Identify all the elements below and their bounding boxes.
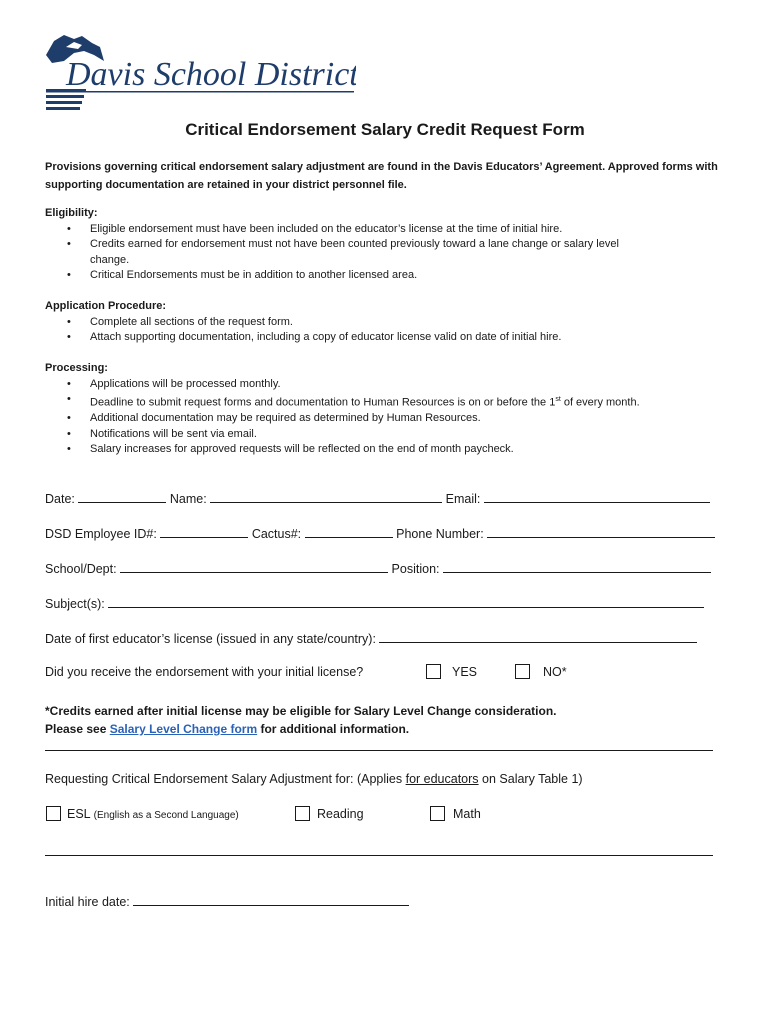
row-first-license — [45, 631, 715, 646]
application-item: • Complete all sections of the request form. — [45, 315, 705, 331]
eligibility-section — [45, 206, 705, 284]
eligibility-item: • Eligible endorsement must have been included on the educator’s license at the time of initial hire. — [45, 222, 705, 238]
employee-id-label: DSD Employee ID#: — [45, 527, 157, 541]
date-field[interactable] — [78, 491, 166, 503]
processing-heading: Processing: — [45, 362, 108, 374]
reading-checkbox[interactable] — [295, 806, 310, 821]
row-initial-hire — [45, 894, 715, 909]
mountain-logo-icon — [44, 33, 356, 113]
row-subjects — [45, 596, 715, 611]
first-license-label: Date of first educator’s license (issued in any state/country): — [45, 632, 376, 646]
svg-text:Davis School District: Davis School District — [66, 56, 356, 93]
esl-detail: (English as a Second Language) — [93, 810, 239, 821]
request-mid: for educators — [405, 772, 479, 786]
intro-text: Provisions governing critical endorsement salary adjustment are found in the Davis Educators’ Agreement. Approved forms with supporting documentation are retained in your district personnel file. — [45, 161, 718, 191]
math-checkbox[interactable] — [430, 806, 445, 821]
deadline-tail: of every month. — [560, 396, 640, 409]
no-checkbox[interactable] — [515, 664, 530, 679]
position-label: Position: — [391, 562, 440, 576]
phone-field[interactable] — [487, 526, 715, 538]
deadline-text: Deadline to submit request forms and documentation to Human Resources is on or before the 1 — [90, 396, 556, 409]
eligibility-item: • Critical Endorsements must be in addition to another licensed area. — [45, 268, 705, 284]
note-line1: *Credits earned after initial license may be eligible for Salary Level Change consideration. — [45, 704, 557, 718]
school-field[interactable] — [120, 561, 388, 573]
district-logo — [44, 33, 356, 113]
eligibility-heading: Eligibility: — [45, 207, 98, 219]
note-line2 — [45, 720, 409, 738]
request-post: on Salary Table 1) — [478, 772, 583, 786]
note-pre: Please see — [45, 722, 110, 736]
row-date-name-email — [45, 491, 715, 506]
initial-hire-field[interactable] — [133, 894, 409, 906]
phone-label: Phone Number: — [396, 527, 484, 541]
request-text — [45, 772, 715, 786]
yes-checkbox[interactable] — [426, 664, 441, 679]
no-label: NO* — [543, 665, 567, 679]
row-id-cactus-phone — [45, 526, 715, 541]
initial-hire-label: Initial hire date: — [45, 895, 130, 909]
yes-label: YES — [452, 665, 478, 679]
processing-section — [45, 361, 705, 458]
reading-label: Reading — [317, 807, 364, 821]
application-item: • Attach supporting documentation, including a copy of educator license valid on date of initial hire. — [45, 330, 705, 346]
processing-item: • Applications will be processed monthly. — [45, 377, 705, 393]
application-section — [45, 299, 705, 346]
esl-text: ESL — [67, 807, 91, 821]
processing-item: • Additional documentation may be required as determined by Human Resources. — [45, 411, 705, 427]
salary-level-change-link[interactable]: Salary Level Change form — [109, 722, 258, 736]
note-post: for additional information. — [257, 722, 410, 736]
eligibility-item: • Credits earned for endorsement must not have been counted previously toward a lane change or salary level change. — [45, 237, 705, 268]
name-label: Name: — [169, 492, 207, 506]
processing-item — [45, 392, 705, 411]
row-school-position — [45, 561, 715, 576]
date-label: Date: — [45, 492, 75, 506]
name-field[interactable] — [210, 491, 442, 503]
esl-checkbox[interactable] — [46, 806, 61, 821]
math-label: Math — [453, 807, 481, 821]
subjects-label: Subject(s): — [45, 597, 105, 611]
divider — [45, 750, 713, 751]
first-license-field[interactable] — [379, 631, 697, 643]
school-label: School/Dept: — [45, 562, 117, 576]
cactus-label: Cactus#: — [251, 527, 302, 541]
esl-label — [67, 807, 239, 821]
position-field[interactable] — [443, 561, 711, 573]
application-heading: Application Procedure: — [45, 300, 167, 312]
processing-item: • Salary increases for approved requests will be reflected on the end of month paycheck. — [45, 442, 705, 458]
cactus-field[interactable] — [305, 526, 393, 538]
processing-item: • Notifications will be sent via email. — [45, 427, 705, 443]
employee-id-field[interactable] — [160, 526, 248, 538]
form-title: Critical Endorsement Salary Credit Request Form — [185, 120, 585, 139]
email-label: Email: — [445, 492, 481, 506]
endorsement-question: Did you receive the endorsement with your initial license? — [45, 665, 364, 679]
subjects-field[interactable] — [108, 596, 704, 608]
request-pre: Requesting Critical Endorsement Salary Adjustment for: (Applies — [45, 772, 406, 786]
email-field[interactable] — [484, 491, 710, 503]
deadline-sup: st — [555, 396, 561, 403]
comments-line[interactable] — [45, 855, 713, 856]
